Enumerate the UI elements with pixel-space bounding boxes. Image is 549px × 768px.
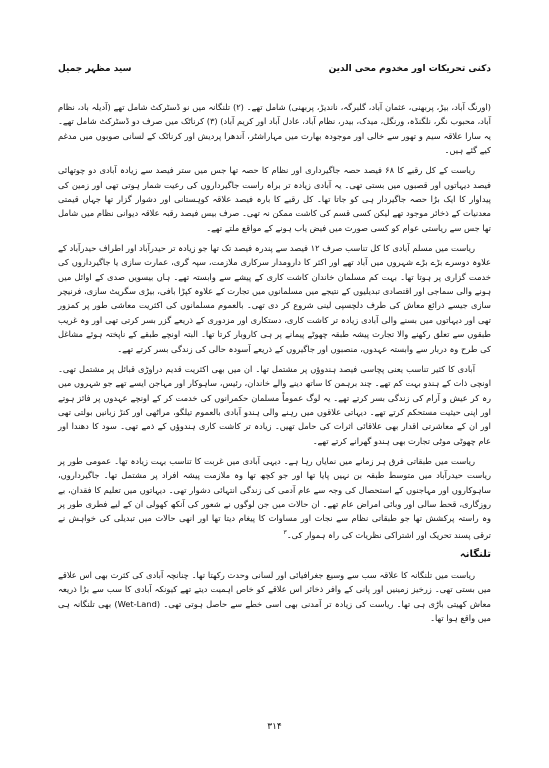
paragraph-4: آبادی کا کثیر تناسب یعنی پچاسی فیصد ہندوؤں پر مشتمل تھا۔ ان میں بھی اکثریت قدیم دراوڑی قبائل پر مشتمل تھی۔ اونچی ذات کے ہندو بہت کم تھے۔ چند برہمن کا ساتھ دینے والے خاندان، رئیس، ساہوکار اور مہاجن ایسے تھے جو شہروں میں رہ کر عیش و آرام کی زندگی بسر کرتے تھے۔ یہ لوگ عموماً مسلمان حکمرانوں کی خدمت کر کے اونچے عہدوں پر فائز ہوتے اور اپنی حیثیت مستحکم کرتے تھے۔ دیہاتی علاقوں میں رہنے والی ہندو آبادی بالعموم تیلگو، مراٹھی اور کنڑ زبانیں بولتی تھی اور ان کے معاشرتی اقدار بھی علاقائی اثرات کی حامل تھیں۔ زیادہ تر کاشت کاری ہندوؤں کے ذمے تھی۔ سود کا دھندا اور عام چھوٹی موٹی تجارت بھی ہندو گھرانے کرتے تھے۔ (58, 363, 491, 446)
page-body (58, 100, 491, 631)
paragraph-5-text: ریاست میں طبقاتی فرق ہر زمانے میں نمایاں رہا ہے۔ دیہی آبادی میں غربت کا تناسب بہت زیادہ تھا۔ عمومی طور پر ریاست حیدرآباد میں متوسط طبقہ بن نہیں پایا تھا اور جو کچھ تھا وہ ملازمت پیشہ افراد پر مشتمل تھا۔ جاگیرداروں، ساہوکاروں اور مہاجنوں کے استحصال کی وجہ سے عام آدمی کی زندگی انتہائی دشوار تھی۔ دیہاتوں میں تعلیم کا فقدان، بے روزگاری، قحط سالی اور وبائی امراض عام تھے۔ ان حالات میں جن لوگوں نے شعور کی آنکھ کھولی ان کے لیے فطری طور پر وہ راستہ پرکشش تھا جو طبقاتی نظام سے نجات اور مساوات کا پیغام دیتا تھا اور انھی حالات میں تبدیلی کی خواہش نے ترقی پسند تحریک اور اشتراکی نظریات کی راہ ہموار کی۔ (58, 455, 491, 540)
footnote-marker: ۳ (283, 528, 287, 536)
paragraph-5 (58, 454, 491, 542)
running-header (58, 64, 491, 80)
paragraph-1: (اورنگ آباد، بیڑ، پربھنی، عثمان آباد، گلبرگہ، ناندیڑ، پربھنی) شامل تھے۔ (۲) تلنگانہ میں نو ڈسٹرکٹ شامل تھے (آدیلہ باد، نظام آباد، محبوب نگر، نلگنڈہ، ورنگل، میدک، بیدر، نظام آباد، عادل آباد اور کریم آباد) (۳) کرناٹک میں صرف دو ڈسٹرکٹ شامل تھے۔ یہ سارا علاقہ سیم و تھور سے خالی اور موجودہ بھارت میں مہاراشٹر، آندھرا پردیش اور کرناٹک کے لسانی صوبوں میں مدغم کیے گئے ہیں۔ (58, 102, 491, 156)
book-title-header: دکنی تحریکات اور مخدوم محی الدین (328, 64, 491, 74)
paragraph-6: ریاست میں تلنگانہ کا علاقہ سب سے وسیع جغرافیائی اور لسانی وحدت رکھتا تھا۔ چنانچہ آبادی کی کثرت بھی اس علاقے میں بستی تھی۔ زرخیز زمینیں اور پانی کے وافر ذخائر اس علاقے کو خاص اہمیت دیتے تھے کیونکہ آبادی کا سب سے بڑا ذریعہ معاش کھیتی باڑی ہی تھا۔ ریاست کی زیادہ تر آمدنی بھی اسی خطے سے حاصل ہوتی تھی۔ (Wet-Land) بھی تلنگانہ ہی میں واقع ہوا تھا۔ (58, 570, 491, 624)
section-heading: تلنگانہ (459, 548, 491, 560)
paragraph-2: ریاست کے کل رقبے کا ۶۸ فیصد حصہ جاگیرداری اور نظام کا حصہ تھا جس میں ستر فیصد سے زیادہ آبادی دو چوتھائی فیصد دیہاتوں اور قصبوں میں بستی تھی۔ یہ آبادی زیادہ تر براہ راست جاگیرداروں کی رعیت شمار ہوتی تھی اور زمین کی پیداوار کا ایک بڑا حصہ جاگیردار ہی کو جاتا تھا۔ کل رقبے کا بارہ فیصد علاقہ کوہستانی اور دشوار گزار تھا جہاں قیمتی معدنیات کے ذخائر موجود تھے لیکن کسی قسم کی کاشت ممکن نہ تھی۔ صرف بیس فیصد رقبہ علاقہ دیوانی نظام میں شامل تھا جس سے ریاستی عوام کو کسی صورت میں فیض یاب ہونے کے مواقع ملتے تھے۔ (58, 165, 491, 233)
paragraph-3: ریاست میں مسلم آبادی کا کل تناسب صرف ۱۲ فیصد سے پندرہ فیصد تک تھا جو زیادہ تر حیدرآباد اور اطراف حیدرآباد کے علاوہ دوسرے بڑے بڑے شہروں میں آباد تھے اور اکثر کا دارومدار سرکاری ملازمت، سپہ گری، عمارت سازی یا جاگیرداروں کی خدمت گزاری پر ہوتا تھا۔ بہت کم مسلمان خاندان کاشت کاری کے پیشے سے وابستہ تھے۔ ہاں بیسویں صدی کے اوائل میں ہونے والی سماجی اور اقتصادی تبدیلیوں کے نتیجے میں مسلمانوں میں تجارت کے علاوہ کپڑا بافی، بیڑی سگریٹ سازی، فرنیچر سازی جیسے ذرائع معاش کی طرف دلچسپی لینی شروع کر دی تھی۔ بالعموم مسلمانوں کی اکثریت معاشی طور پر کمزور تھی اور دیہاتوں میں بسنے والی آبادی زیادہ تر کاشت کاری، دستکاری اور مزدوری کے ذریعے گزر بسر کرتی تھی اور وہ غریب طبقوں سے تعلق رکھنے والا تجارت پیشہ طبقہ چھوٹے پیمانے پر ہی کاروبار کرتا تھا۔ البتہ اونچے طبقے کے ناپختہ ہوئے مشاغل کی طرح وہ دربار سے وابستہ عہدوں، منصبوں اور جاگیروں کے ذریعے آسودہ حالی کی زندگی بسر کرتے تھے۔ (58, 243, 491, 354)
author-name-header: سید مظہر جمیل (58, 64, 132, 74)
page-number: ۳۱۴ (267, 722, 282, 732)
